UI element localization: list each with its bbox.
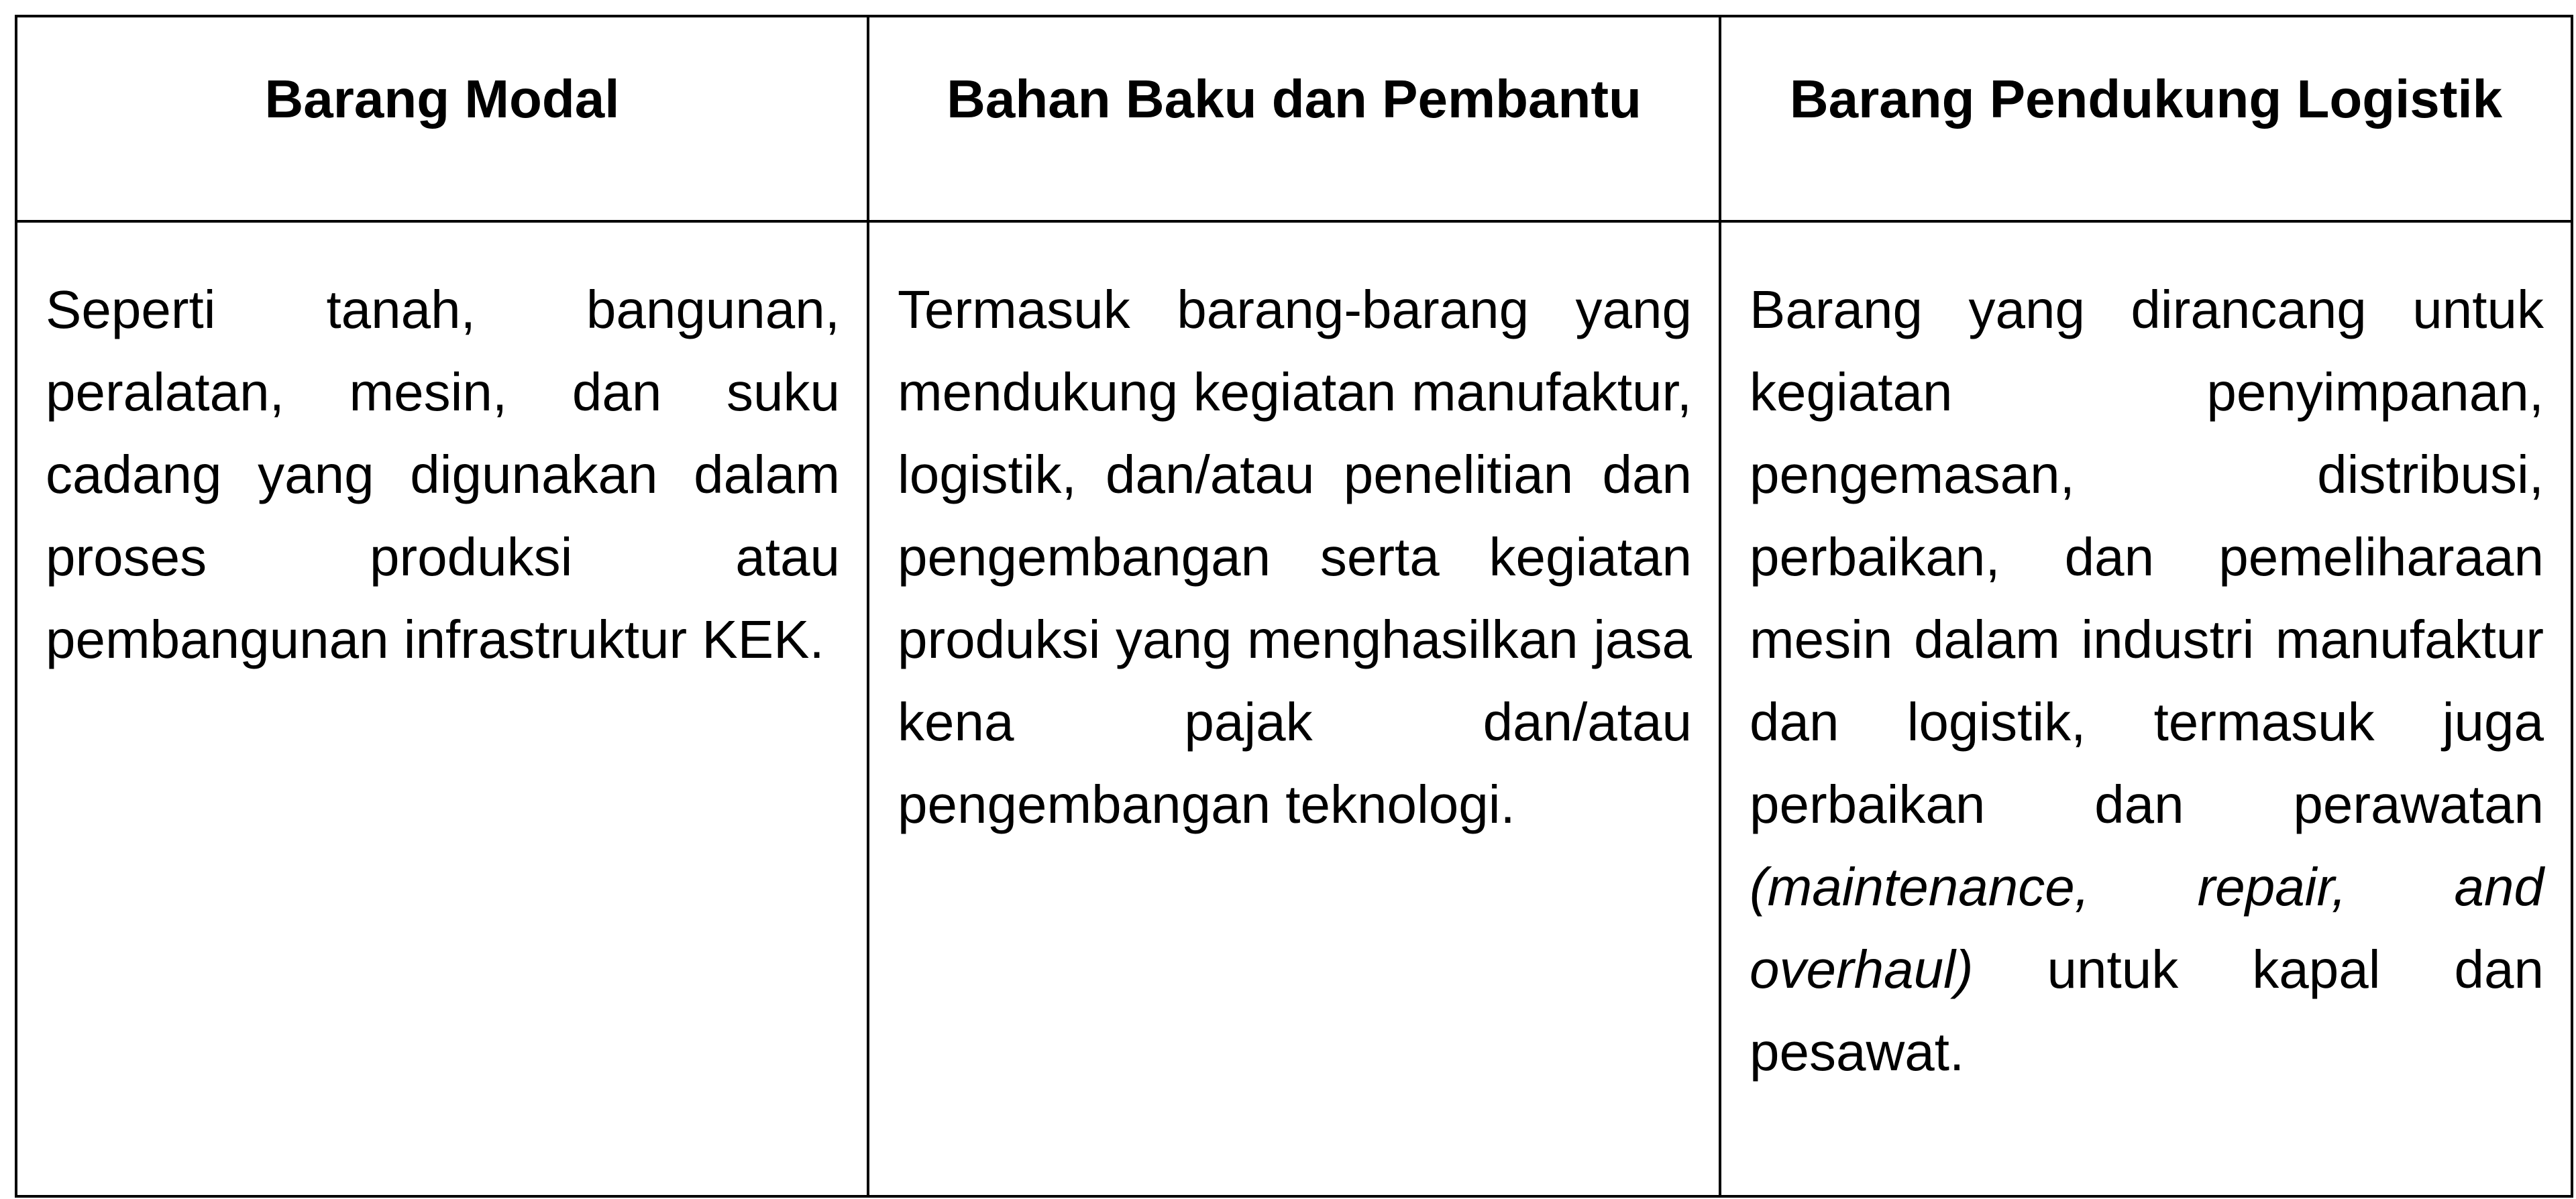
table-row: [16, 221, 2572, 1196]
cell-barang-pendukung-logistik-description: [1720, 221, 2572, 1196]
cell-barang-modal-description: Seperti tanah, bangunan, peralatan, mesin, dan suku cadang yang digunakan dalam proses produksi atau pembangunan infrastruktur KEK.: [16, 221, 868, 1196]
cell-text-regular: Barang yang dirancang untuk kegiatan penyimpanan, pengemasan, distribusi, perbaikan, dan pemeliharaan mesin dalam industri manufaktur dan logistik, termasuk juga perbaikan dan perawatan: [1750, 280, 2544, 834]
header-bahan-baku-dan-pembantu: Bahan Baku dan Pembantu: [868, 16, 1720, 221]
cell-bahan-baku-description: Termasuk barang-barang yang mendukung kegiatan manufaktur, logistik, dan/atau penelitian dan pengembangan serta kegiatan produksi yang menghasilkan jasa kena pajak dan/atau pengembangan teknologi.: [868, 221, 1720, 1196]
content-table: [15, 15, 2573, 1198]
header-barang-modal: Barang Modal: [16, 16, 868, 221]
cell-text-italic: (maintenance, repair, and overhaul): [1750, 857, 2544, 999]
cell-text-regular-end: untuk kapal dan pesawat.: [1750, 939, 2544, 1082]
table-header-row: [16, 16, 2572, 221]
header-barang-pendukung-logistik: Barang Pendukung Logistik: [1720, 16, 2572, 221]
